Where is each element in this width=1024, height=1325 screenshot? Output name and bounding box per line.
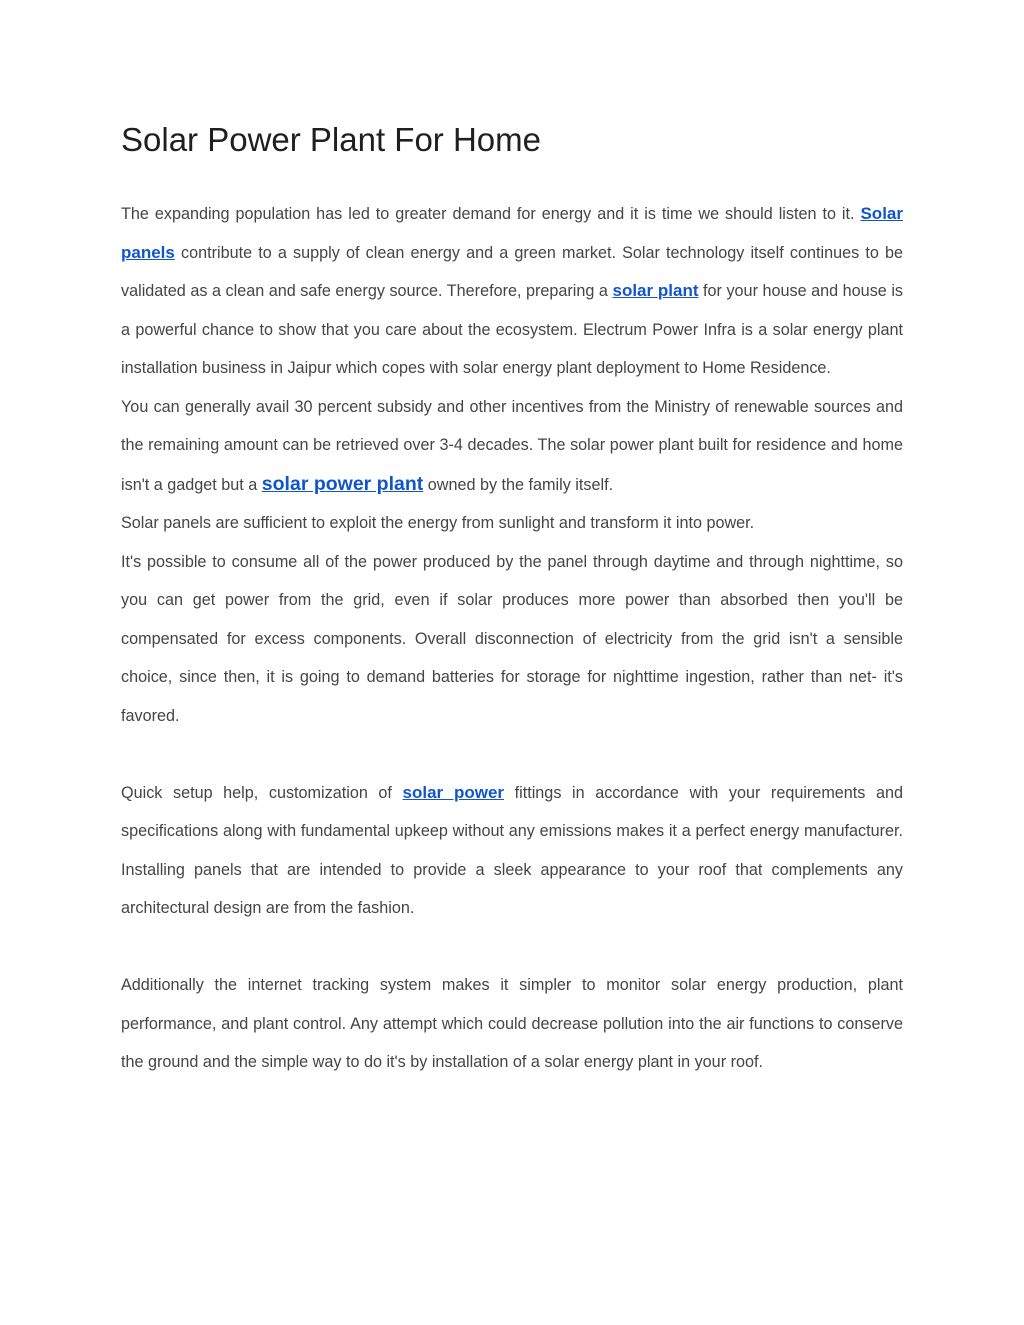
- paragraph-subsidy: [121, 388, 903, 505]
- solar-power-plant-link[interactable]: solar power plant: [261, 472, 424, 495]
- text-run: owned by the family itself.: [423, 475, 614, 494]
- paragraph-setup: [121, 774, 903, 928]
- text-run: Quick setup help, customization of: [121, 783, 403, 802]
- text-run: fittings in accordance with your requirements and specifications along with fundamental upkeep without any emissions makes it a perfect energy manufacturer. Installing panels that are intended to provide a sleek appearance to your roof that complements any architectural design are from the fashion.: [121, 783, 903, 917]
- document-body: [121, 195, 903, 1082]
- paragraph-spacer: [121, 928, 903, 967]
- paragraph-tracking: Additionally the internet tracking system makes it simpler to monitor solar energy production, plant performance, and plant control. Any attempt which could decrease pollution into the air functions to conserve the ground and the simple way to do it's by installation of a solar energy plant in your roof.: [121, 976, 903, 1071]
- paragraph-grid: It's possible to consume all of the power produced by the panel through daytime and through nighttime, so you can get power from the grid, even if solar produces more power than absorbed then you'll be compensated for excess components. Overall disconnection of electricity from the grid isn't a sensible choice, since then, it is going to demand batteries for storage for nighttime ingestion, rather than net- it's favored.: [121, 552, 903, 725]
- solar-power-link[interactable]: solar power: [402, 782, 505, 802]
- paragraph-spacer: [121, 735, 903, 774]
- text-run: You can generally avail 30 percent subsidy and other incentives from the Ministry of renewable sources and the remaining amount can be retrieved over 3-4 decades. The solar power plant built for residence and home isn't a gadget but a: [121, 397, 903, 494]
- solar-panels-link[interactable]: Solar panels: [121, 204, 903, 262]
- text-run: for your house and house is a powerful chance to show that you care about the ecosystem. Electrum Power Infra is a solar energy plant installation business in Jaipur which copes with solar energy plant deployment to Home Residence.: [121, 282, 904, 377]
- paragraph-panels: Solar panels are sufficient to exploit the energy from sunlight and transform it into power.: [121, 514, 755, 532]
- paragraph-intro: [121, 195, 903, 388]
- page-title: Solar Power Plant For Home: [121, 121, 541, 158]
- solar-plant-link[interactable]: solar plant: [612, 281, 699, 300]
- text-run: contribute to a supply of clean energy and a green market. Solar technology itself continues to be validated as a clean and safe energy source. Therefore, preparing a: [121, 243, 903, 300]
- text-run: The expanding population has led to greater demand for energy and it is time we should listen to it.: [121, 205, 861, 223]
